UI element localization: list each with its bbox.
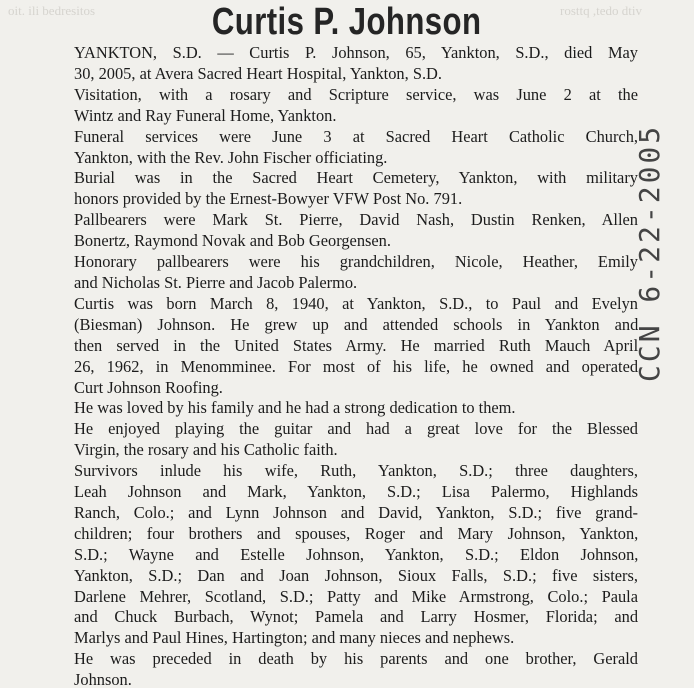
text-line: honors provided by the Ernest-Bowyer VFW Post No. 791.: [74, 189, 463, 209]
obituary-paragraph: [48, 461, 638, 649]
text-line: Bonertz, Raymond Novak and Bob Georgensen.: [74, 231, 391, 251]
text-line: Darlene Mehrer, Scotland, S.D.; Patty and Mike Armstrong, Colo.; Paula: [74, 586, 638, 606]
obituary-paragraph: [48, 85, 638, 127]
text-line: Yankton, S.D.; Dan and Joan Johnson, Sioux Falls, S.D.; five sisters,: [74, 565, 638, 585]
text-line: Honorary pallbearers were his grandchildren, Nicole, Heather, Emily: [74, 252, 638, 272]
obituary-paragraph: [48, 294, 638, 399]
obituary-paragraph: [48, 398, 638, 419]
text-line: YANKTON, S.D. — Curtis P. Johnson, 65, Yankton, S.D., died May: [74, 43, 638, 62]
text-line: Survivors inlude his wife, Ruth, Yankton, S.D.; three daughters,: [74, 461, 638, 481]
obituary-paragraph: [48, 168, 638, 210]
text-line: and Nicholas St. Pierre and Jacob Palermo.: [74, 272, 358, 292]
text-line: Johnson.: [74, 670, 132, 690]
text-line: Curt Johnson Roofing.: [74, 377, 223, 397]
bleed-through-text-left: oit. ili bedresitos: [8, 3, 96, 18]
text-line: Curtis was born March 8, 1940, at Yankton, S.D., to Paul and Evelyn: [74, 293, 638, 313]
obituary-paragraph: [48, 649, 638, 691]
text-line: Funeral services were June 3 at Sacred Heart Catholic Church,: [74, 126, 638, 146]
obituary-headline: Curtis P. Johnson: [211, 1, 482, 43]
text-line: Pallbearers were Mark St. Pierre, David Nash, Dustin Renken, Allen: [74, 210, 638, 230]
text-line: Marlys and Paul Hines, Hartington; and many nieces and nephews.: [74, 628, 515, 648]
obituary-body: [48, 43, 638, 691]
text-line: and Chuck Burbach, Wynot; Pamela and Larry Hosmer, Florida; and: [74, 607, 639, 627]
text-line: Wintz and Ray Funeral Home, Yankton.: [74, 105, 337, 125]
obituary-paragraph: [48, 127, 638, 169]
text-line: 26, 1962, in Menomminee. For most of his life, he owned and operated: [74, 356, 639, 376]
text-line: Yankton, with the Rev. John Fischer officiating.: [74, 147, 388, 167]
text-line: He was loved by his family and he had a strong dedication to them.: [74, 398, 516, 418]
text-line: Leah Johnson and Mark, Yankton, S.D.; Lisa Palermo, Highlands: [74, 482, 638, 502]
text-line: Visitation, with a rosary and Scripture service, was June 2 at the: [74, 84, 638, 104]
obituary-paragraph: [48, 419, 638, 461]
handwritten-date-note: CCN 6-22-2005: [633, 123, 666, 382]
text-line: (Biesman) Johnson. He grew up and attended schools in Yankton and: [74, 314, 639, 334]
text-line: children; four brothers and spouses, Roger and Mary Johnson, Yankton,: [74, 523, 639, 543]
text-line: Ranch, Colo.; and Lynn Johnson and David, Yankton, S.D.; five grand-: [74, 502, 638, 522]
text-line: Virgin, the rosary and his Catholic faith.: [74, 440, 338, 460]
text-line: then served in the United States Army. He married Ruth Mauch April: [74, 335, 639, 355]
text-line: Burial was in the Sacred Heart Cemetery, Yankton, with military: [74, 168, 638, 188]
obituary-paragraph: [48, 43, 638, 85]
obituary-paragraph: [48, 210, 638, 252]
text-line: He was preceded in death by his parents and one brother, Gerald: [74, 649, 638, 669]
text-line: S.D.; Wayne and Estelle Johnson, Yankton, S.D.; Eldon Johnson,: [74, 544, 639, 564]
text-line: He enjoyed playing the guitar and had a great love for the Blessed: [74, 419, 638, 439]
bleed-through-text-right: rosttq ,tedo dtiv: [560, 3, 642, 18]
text-line: 30, 2005, at Avera Sacred Heart Hospital, Yankton, S.D.: [74, 63, 442, 83]
obituary-paragraph: [48, 252, 638, 294]
